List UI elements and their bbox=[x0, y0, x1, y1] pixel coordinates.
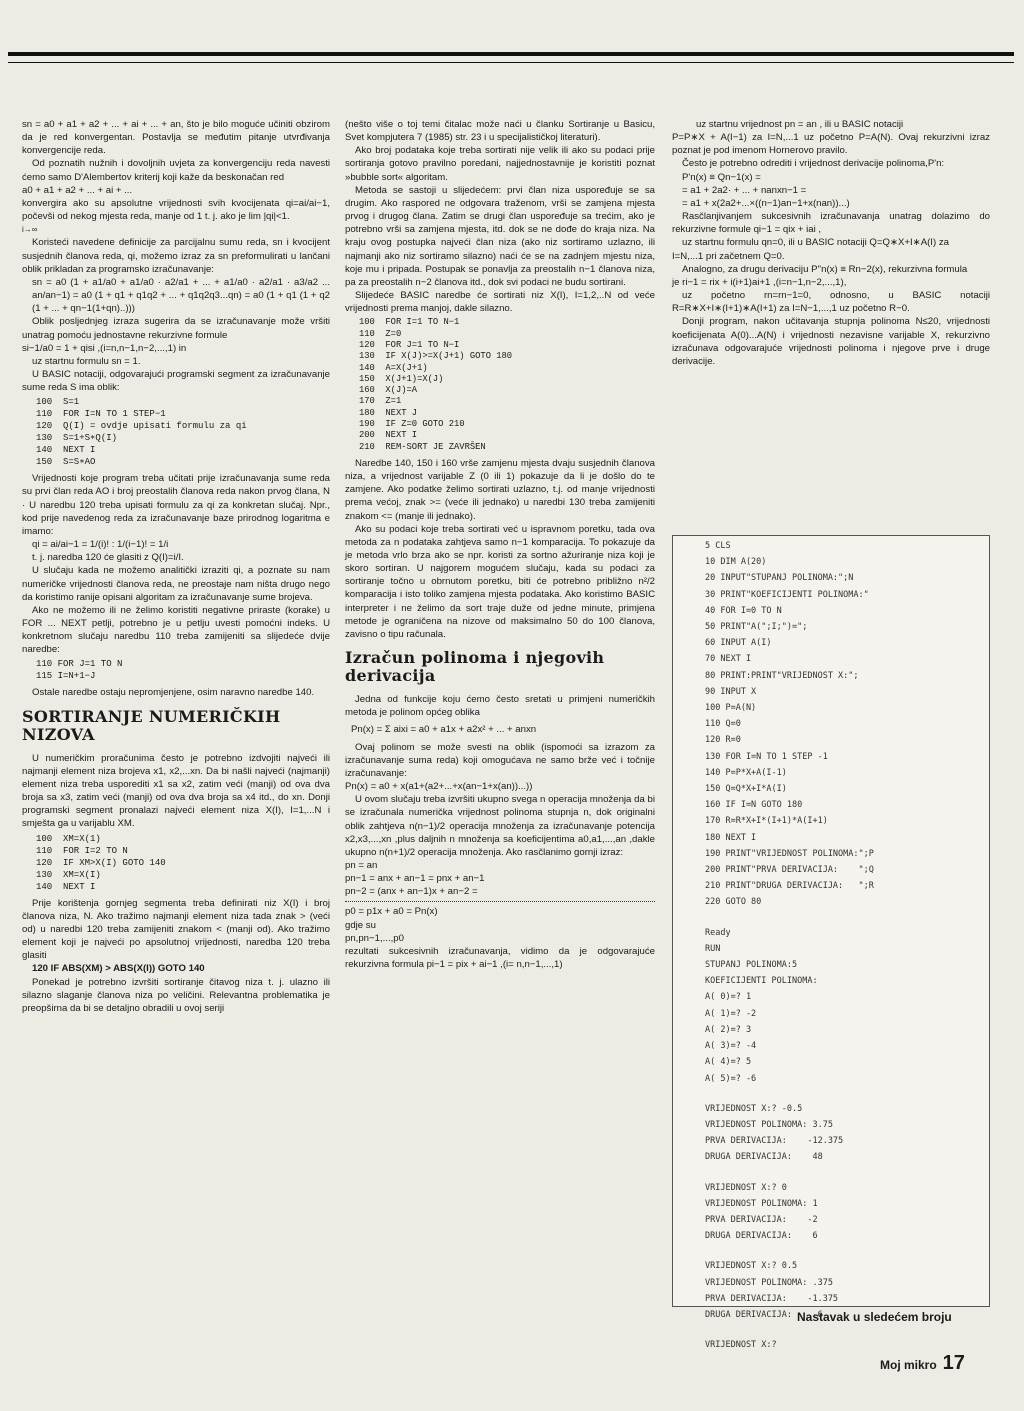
formula: Pn(x) = a0 + x(a1+(a2+...+x(an−1+x(an))...)) bbox=[345, 781, 533, 793]
paragraph: U BASIC notaciji, odgovarajući programski segment za izračunavanje sume reda S ima oblik: bbox=[22, 368, 330, 394]
listing-line: VRIJEDNOST X:? 0 bbox=[705, 1182, 787, 1193]
listing-line: 90 INPUT X bbox=[705, 686, 757, 697]
formula: Pn(x) = Σ aixi = a0 + a1x + a2x² + ... + anxn bbox=[351, 724, 537, 736]
listing-line: 170 R=R*X+I*(I+1)*A(I+1) bbox=[705, 816, 828, 827]
top-rule-thin bbox=[8, 62, 1014, 63]
code-line: 150 S=S∗AO bbox=[36, 457, 96, 468]
listing-line: A( 2)=? 3 bbox=[705, 1024, 752, 1035]
listing-line: STUPANJ POLINOMA:5 bbox=[705, 960, 798, 971]
formula: P'n(x) ≡ Qn−1(x) = bbox=[682, 171, 761, 183]
paragraph: Oblik posljednjeg izraza sugerira da se izračunavanje može vršiti unatrag pomoću jednostavne rekurzivne formule bbox=[22, 316, 330, 341]
code-line: 210 REM-SORT JE ZAVRŠEN bbox=[359, 441, 486, 452]
page-footer bbox=[880, 1352, 965, 1375]
listing-line: 60 INPUT A(I) bbox=[705, 638, 772, 649]
code-line: 120 Q(I) = ovdje upisati formulu za qi bbox=[36, 421, 247, 432]
code-line: 130 IF X(J)>=X(J+1) GOTO 180 bbox=[359, 351, 513, 362]
listing-line: 10 DIM A(20) bbox=[705, 557, 767, 568]
code-line: 150 X(J+1)=X(J) bbox=[359, 373, 444, 384]
code-line: 130 S=1+S∗Q(I) bbox=[36, 433, 118, 444]
section-heading: SORTIRANJE NUMERIČKIH NIZOVA bbox=[22, 706, 281, 744]
formula: je ri−1 = rix + i(i+1)ai+1 ,(i=n−1,n−2,...,1), bbox=[672, 276, 847, 288]
column-2 bbox=[345, 118, 655, 971]
listing-line: 180 NEXT I bbox=[705, 832, 757, 843]
code-line: 200 NEXT I bbox=[359, 430, 418, 441]
paragraph: Često je potrebno odrediti i vrijednost derivacije polinoma,P'n: bbox=[682, 158, 945, 170]
spacer bbox=[705, 1087, 983, 1101]
listing-line: KOEFICIJENTI POLINOMA: bbox=[705, 976, 818, 987]
code-line: 140 NEXT I bbox=[36, 881, 96, 892]
formula: = a1 + x(2a2+...×((n−1)an−1+x(nan))...) bbox=[682, 197, 850, 209]
listing-line: Ready bbox=[705, 927, 731, 938]
formula: = a1 + 2a2· + ... + nanxn−1 = bbox=[682, 184, 807, 196]
listing-line: 30 PRINT"KOEFICIJENTI POLINOMA:" bbox=[705, 589, 869, 600]
formula: qi = ai/ai−1 = 1/(i)! : 1/(i−1)! = 1/i bbox=[32, 539, 169, 551]
formula: p0 = p1x + a0 = Pn(x) bbox=[345, 906, 438, 918]
code-line: 100 XM=X(1) bbox=[36, 833, 101, 844]
code-block bbox=[359, 317, 655, 453]
paragraph: Ako ne možemo ili ne želimo koristiti negativne priraste (korake) u FOR ... NEXT petlji, potrebno je u petlju uvesti pomoćni indeks. U konkretnom slučaju naredbu 110 treba zamijeniti sa slijedeće dvije naredbe: bbox=[22, 604, 330, 656]
paragraph: Donji program, nakon učitavanja stupnja polinoma N≤20, vrijednosti koeficijenata A(0)...A(N) i vrijednosti nezavisne varijable X, rekurzivno izračunava odgovarajuće vrijednosti polinoma i njegove prve i druge derivacije. bbox=[672, 316, 990, 367]
code-line: 100 S=1 bbox=[36, 397, 80, 408]
listing-line: 20 INPUT"STUPANJ POLINOMA:";N bbox=[705, 573, 854, 584]
paragraph: Ako broj podataka koje treba sortirati nije velik ili ako su podaci prije sortiranja gotovo pravilno poredani, najjednostavnije je koristiti poznat »bubble sort« algoritam. bbox=[345, 145, 655, 183]
code-line: 170 Z=1 bbox=[359, 396, 402, 407]
listing-line: 150 Q=Q*X+I*A(I) bbox=[705, 784, 787, 795]
listing-line: 80 PRINT:PRINT"VRIJEDNOST X:"; bbox=[705, 670, 859, 681]
listing-line: VRIJEDNOST POLINOMA: 1 bbox=[705, 1198, 818, 1209]
paragraph: sn = a0 + a1 + a2 + ... + ai + ... + an, što je bilo moguće učiniti obzirom da je red konvergentan. Postavlja se međutim pitanje utvrđivanja konvergencije reda. bbox=[22, 119, 330, 157]
formula: pn,pn−1,...,p0 bbox=[345, 932, 404, 944]
code-line: 115 I=N+1−J bbox=[36, 671, 96, 682]
listing-line: PRVA DERIVACIJA: -2 bbox=[705, 1214, 818, 1225]
listing-line: RUN bbox=[705, 943, 721, 954]
formula: sn = a0 (1 + a1/a0 + a1/a0 · a2/a1 + ... + a1/a0 · a2/a1 · a3/a2 ... an/an−1) = a0 (1 + q1 + q1q2 + ... + q1q2q3...qn) = a0 (1 + q1 (1 + q2 (1 + ... + qn−1(1+qn)..))) bbox=[32, 276, 330, 315]
listing-line: 160 IF I=N GOTO 180 bbox=[705, 800, 803, 811]
code-statement: 120 IF ABS(XM) > ABS(X(I)) GOTO 140 bbox=[32, 963, 205, 975]
formula: si−1/a0 = 1 + qisi ,(i=n,n−1,n−2,...,1) in bbox=[22, 342, 187, 354]
paragraph: Rasčlanjivanjem sukcesivnih izračunavanja unatrag dolazimo do rekurzivne formule qi−1 = qix + iai , bbox=[672, 211, 990, 236]
paragraph: Metoda se sastoji u slijedećem: prvi član niza uspoređuje se sa drugim. Ako raspored ne odgovara traženom, vrši se zamjena mjesta prvog i drugog člana. Zatim se drugi član uspoređuje sa trećim, ako je potrebno vrši sa zamjena mjesta, itd. dok se ne dođe do kraja niza. Na kraju ovog postupka najveći član niza (ako niz sortiramo uzlazno, ili najmanji ako niz sortiramo silazno) naći će se na zadnjem mjestu niza, koje mu i pripada. Postupak se ponavlja za preostalih n−1 članova niza, pa za preostalih n−2 članova itd., dok svi podaci ne budu sortirani. bbox=[345, 184, 655, 288]
paragraph: uz startnu formulu qn=0, ili u BASIC notaciji Q=Q∗X+I∗A(I) za bbox=[682, 237, 949, 249]
listing-line: A( 3)=? -4 bbox=[705, 1041, 757, 1052]
code-line: 120 IF XM>X(I) GOTO 140 bbox=[36, 857, 166, 868]
paragraph: Ostale naredbe ostaju nepromjenjene, osim naravno naredbe 140. bbox=[32, 687, 315, 699]
paragraph: Jedna od funkcije koju ćemo često sretati u primjeni numeričkih metoda je polinom općeg oblika bbox=[345, 694, 655, 719]
code-line: 110 FOR I=N TO 1 STEP−1 bbox=[36, 409, 166, 420]
code-block bbox=[36, 396, 330, 468]
listing-line: DRUGA DERIVACIJA: 6 bbox=[705, 1231, 818, 1242]
code-line: 110 FOR J=1 TO N bbox=[36, 659, 123, 670]
formula: pn = an bbox=[345, 859, 378, 871]
code-line: 100 FOR I=1 TO N−1 bbox=[359, 317, 460, 328]
paragraph: Ovaj polinom se može svesti na oblik (ispomoći sa izrazom za izračunavanje suma reda) koji omogućava ne samo brže već i točnije izračunavanje: bbox=[345, 741, 655, 779]
listing-line: 70 NEXT I bbox=[705, 654, 752, 665]
code-line: 130 XM=X(I) bbox=[36, 869, 101, 880]
top-rule bbox=[8, 52, 1014, 56]
paragraph: Prije korištenja gornjeg segmenta treba definirati niz X(I) i broj članova niza, N. Ako tražimo najmanji element niza tada znak > (veći od) u naredbi 120 treba zamijeniti znakom < (manji od). Ako tražimo element koji je najveći po apsolutnoj vrijednosti, naredba 120 treba glasiti bbox=[22, 897, 330, 962]
paragraph: t. j. naredba 120 će glasiti z Q(I)=i/I. bbox=[32, 552, 184, 564]
listing-line: 220 GOTO 80 bbox=[705, 897, 762, 908]
listing-line: 50 PRINT"A(";I;")="; bbox=[705, 622, 808, 633]
formula: pn−1 = anx + an−1 = pnx + an−1 bbox=[345, 873, 485, 885]
listing-line: 5 CLS bbox=[705, 541, 731, 551]
paragraph: U numeričkim proračunima često je potrebno izdvojiti najveći ili najmanji element niza brojeva x1, x2,...xn. Da bi našli najveći (najmanji) element niza treba usporediti x1 sa x2, zatim veći (manji) od ova dva broja sa x3, zatim veći (manji) od ova dva broja sa x4 itd., do xn. Donji programski segment pronalazi najveći element niza X(I), I=1,...N i smješta ga u varijablu XM. bbox=[22, 752, 330, 830]
spacer bbox=[705, 1323, 983, 1337]
code-line: 110 FOR I=2 TO N bbox=[36, 845, 128, 856]
code-line: 110 Z=0 bbox=[359, 328, 402, 339]
listing-line: 200 PRINT"PRVA DERIVACIJA: ";Q bbox=[705, 865, 874, 876]
code-line: 180 NEXT J bbox=[359, 407, 418, 418]
code-line: 140 NEXT I bbox=[36, 445, 96, 456]
listing-line: 190 PRINT"VRIJEDNOST POLINOMA:";P bbox=[705, 848, 874, 859]
code-line: 160 X(J)=A bbox=[359, 385, 418, 396]
listing-line: 140 P=P*X+A(I-1) bbox=[705, 767, 787, 778]
paragraph: uz startnu formulu sn = 1. bbox=[32, 355, 141, 367]
listing-line: A( 4)=? 5 bbox=[705, 1057, 752, 1068]
listing-line: A( 0)=? 1 bbox=[705, 992, 752, 1003]
listing-line: VRIJEDNOST X:? 0.5 bbox=[705, 1261, 798, 1272]
listing-line: VRIJEDNOST POLINOMA: 3.75 bbox=[705, 1119, 833, 1130]
paragraph: U ovom slučaju treba izvršiti ukupno svega n operacija množenja da bi se izračunala numerička vrijednost polinoma stupnja n, dok originalni oblik zahtjeva n(n−1)/2 operacija množenja za izračunavanje potencija x2,x3,...,xn ,plus daljnih n množenja sa koeficijentima a0,a1,...,an ,dakle ukupno n(n+1)/2 operacija množenja. Ako rasčlanimo gornji izraz: bbox=[345, 794, 655, 858]
paragraph: Slijedeće BASIC naredbe će sortirati niz X(I), I=1,2,..N od veće vrijednosti prema manjoj, dakle silazno. bbox=[345, 290, 655, 315]
code-line: 140 A=X(J+1) bbox=[359, 362, 428, 373]
listing-line: A( 5)=? -6 bbox=[705, 1073, 757, 1084]
formula: a0 + a1 + a2 + ... + ai + ... bbox=[22, 184, 133, 196]
spacer bbox=[705, 1166, 983, 1180]
formula: i→∞ bbox=[22, 225, 38, 235]
paragraph: (nešto više o toj temi čitalac može naći u članku Sortiranje u Basicu, Svet kompjutera 7 (1985) str. 23 i u specijalističkoj literaturi). bbox=[345, 119, 655, 144]
listing-line: 100 P=A(N) bbox=[705, 703, 757, 714]
paragraph: konvergira ako su apsolutne vrijednosti svih kvocijenata qi=ai/ai−1, počevši od nekog mjesta reda, manje od 1 t. j. ako je lim |qi|<1. bbox=[22, 197, 330, 223]
listing-line: 210 PRINT"DRUGA DERIVACIJA: ";R bbox=[705, 881, 874, 892]
paragraph: Koristeći navedene definicije za parcijalnu sumu reda, sn i kvocijent susjednih članova reda, qi, možemo izraz za sn preformulirati u lančani oblik prikladan za programsko izračunavanje: bbox=[22, 237, 330, 275]
paragraph: I=N,...1 pri začetnem Q=0. bbox=[672, 250, 785, 262]
listing-line: A( 1)=? -2 bbox=[705, 1008, 757, 1019]
spacer bbox=[705, 1244, 983, 1258]
listing-line: 40 FOR I=0 TO N bbox=[705, 605, 782, 616]
paragraph: uz startnu vrijednost pn = an , ili u BASIC notaciji bbox=[696, 119, 904, 130]
listing-line: VRIJEDNOST X:? bbox=[705, 1340, 777, 1351]
listing-line: 110 Q=0 bbox=[705, 719, 741, 730]
page-number: 17 bbox=[942, 1352, 965, 1374]
column-1 bbox=[22, 118, 330, 1015]
code-block bbox=[36, 833, 330, 893]
column-3 bbox=[672, 118, 990, 368]
listing-line: 120 R=0 bbox=[705, 735, 741, 746]
magazine-name: Moj mikro bbox=[880, 1358, 937, 1372]
listing-line: DRUGA DERIVACIJA: 48 bbox=[705, 1152, 823, 1163]
listing-line: PRVA DERIVACIJA: -12.375 bbox=[705, 1136, 844, 1147]
paragraph: uz početno rn=rn−1=0, odnosno, u BASIC notaciji R=R∗X+I∗(I+1)∗A(I+1) za I=N−1,...,1 uz početno R−0. bbox=[672, 290, 990, 315]
paragraph: U slučaju kada ne možemo analitički izraziti qi, a poznate su nam numeričke vrijednosti članova reda, ne preostaje nam ništa drugo nego da koristimo ranije opisani algoritam za izračunavanje sume brojeva. bbox=[22, 565, 330, 603]
paragraph: Naredbe 140, 150 i 160 vrše zamjenu mjesta dvaju susjednih članova niza, a vrijednost varijable Z (0 ili 1) pokazuje da li je došlo do te zamjene. Ako podatke želimo sortirati uzlazno, t.j. od manje vrijednosti prema većoj, znak >= (veće ili jednako) u naredbi 130 treba zamijeniti znakom <= (manje ili jednako). bbox=[345, 457, 655, 522]
code-block bbox=[36, 658, 330, 682]
listing-line: PRVA DERIVACIJA: -1.375 bbox=[705, 1293, 839, 1304]
listing-line: 130 FOR I=N TO 1 STEP -1 bbox=[705, 751, 828, 762]
section-heading: Izračun polinoma i njegovih derivacija bbox=[345, 648, 605, 686]
listing-line: VRIJEDNOST POLINOMA: .375 bbox=[705, 1277, 833, 1288]
formula: pn−2 = (anx + an−1)x + an−2 = bbox=[345, 885, 655, 902]
continuation-note: Nastavak u sledećem broju bbox=[797, 1310, 952, 1324]
listing-line: VRIJEDNOST X:? -0.5 bbox=[705, 1103, 803, 1114]
paragraph: gdje su bbox=[345, 919, 376, 931]
code-line: 120 FOR J=1 TO N−I bbox=[359, 339, 460, 350]
paragraph: Analogno, za drugu derivaciju P''n(x) ≡ Rn−2(x), rekurzivna formula bbox=[682, 263, 968, 275]
paragraph: Vrijednosti koje program treba učitati prije izračunavanja sume reda su prvi član reda AO i broj preostalih članova reda nakon prvog člana, N · U naredbu 120 treba upisati formulu za qi za konkretan slučaj. Npr., kod prije navedenog reda za izračunavanje baze prirodnog logaritma e imamo: bbox=[22, 473, 330, 537]
paragraph: P=P∗X + A(I−1) za I=N,...1 uz početno P=A(N). Ovaj rekurzivni izraz poznat je pod imenom Hornerovo pravilo. bbox=[672, 132, 990, 157]
paragraph: Od poznatih nužnih i dovoljnih uvjeta za konvergenciju reda navesti ćemo samo D'Alembertov kriterij koji kaže da beskonačan red bbox=[22, 158, 330, 183]
paragraph: Ponekad je potrebno izvršiti sortiranje čitavog niza t. j. ulazno ili silazno slaganje članova niza po veličini. Relevantna problematika je preopširna da bi se detaljno obradili u ovoj seriji bbox=[22, 976, 330, 1014]
code-line: 190 IF Z=0 GOTO 210 bbox=[359, 419, 465, 430]
paragraph: rezultati sukcesivnih izračunavanja, vidimo da je odgovarajuće rekurzivna formula pi−1 = pix + ai−1 ,(i= n,n−1,...,1) bbox=[345, 945, 655, 971]
listing-line: DRUGA DERIVACIJA: -6 bbox=[705, 1309, 823, 1320]
paragraph: Ako su podaci koje treba sortirati već u ispravnom poretku, tada ova metoda za n podataka zahtjeva samo n−1 komparacija. To pokazuje da je metoda vrlo brza ako se npr. koristi za sortno ažuriranje niza koji je skoro sortiran. U najgorem mogućem slučaju, kada su podaci za sortiranje točno u obrnutom poretku, biti će potrebno približno n²/2 komparacija i isto toliko zamjena mjesta podataka. Ako koristimo BASIC interpreter i ne želimo da sort traje duže od jedne minute, primjena metode je ograničena na nizove od maksimalno 50 do 100 članova, zavisno o tipu računala. bbox=[345, 523, 655, 640]
spacer bbox=[705, 911, 983, 925]
